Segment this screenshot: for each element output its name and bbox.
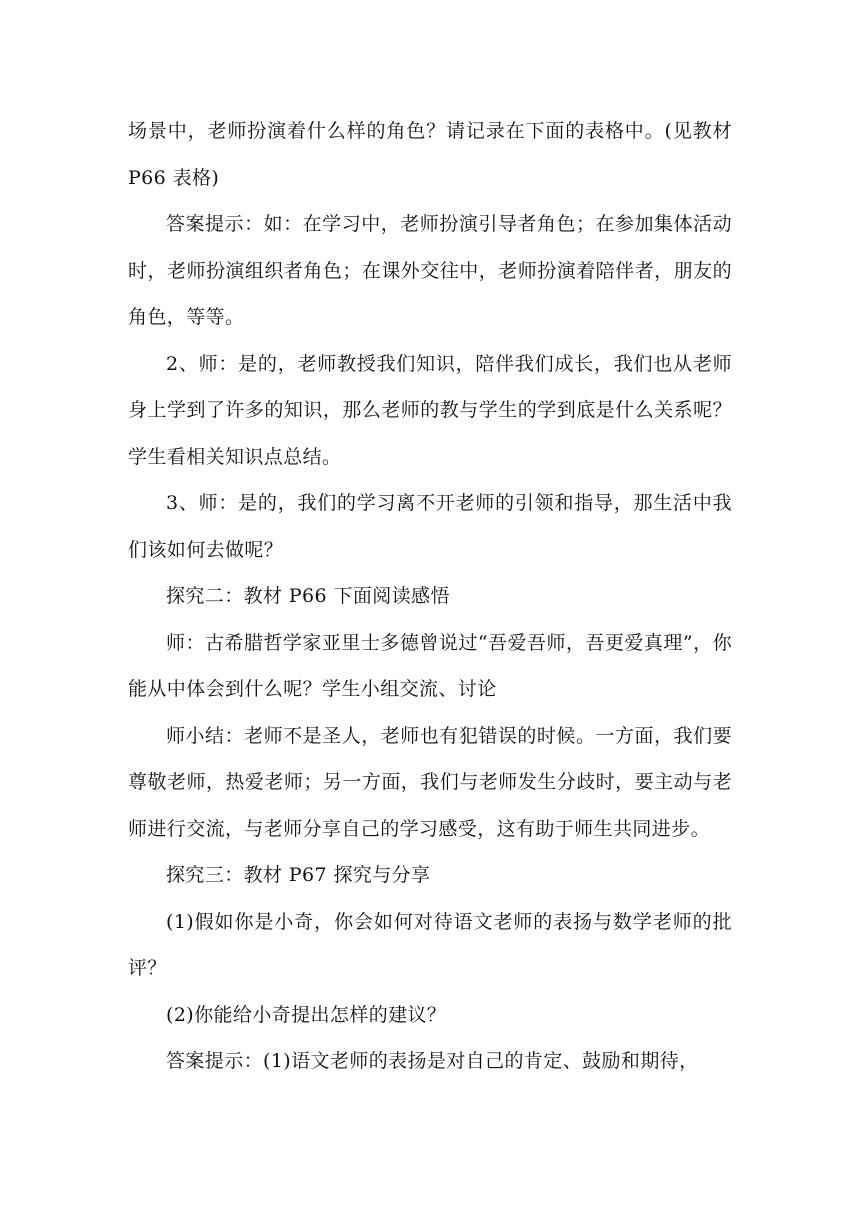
paragraph-question-2: (2)你能给小奇提出怎样的建议？ [166,1003,447,1026]
paragraph-aristotle-quote: 师：古希腊哲学家亚里士多德曾说过“吾爱吾师，吾更爱真理”，你能从中体会到什么呢？学生小组交流、讨论 [128,631,732,700]
paragraph-teacher-3: 3、师：是的，我们的学习离不开老师的引领和指导，那生活中我们该如何去做呢？ [128,492,732,561]
paragraph-answer-hint-roles: 答案提示：如：在学习中，老师扮演引导者角色；在参加集体活动时，老师扮演组织者角色；在课外交往中，老师扮演着陪伴者，朋友的角色，等等。 [128,213,732,328]
paragraph-answer-hint-praise: 答案提示：(1)语文老师的表扬是对自己的肯定、鼓励和期待， [166,1050,699,1072]
paragraph-teacher-2: 2、师：是的，老师教授我们知识，陪伴我们成长，我们也从老师身上学到了许多的知识，那么老师的教与学生的学到底是什么关系呢？学生看相关知识点总结。 [128,352,732,468]
paragraph-explore-two-heading: 探究二：教材 P66 下面阅读感悟 [166,585,450,607]
paragraph-role-question: 场景中，老师扮演着什么样的角色？请记录在下面的表格中。(见教材 P66 表格) [128,120,732,189]
document-body [128,108,732,1085]
paragraph-explore-three-heading: 探究三：教材 P67 探究与分享 [166,864,431,886]
paragraph-question-1: (1)假如你是小奇，你会如何对待语文老师的表扬与数学老师的批评？ [128,910,732,979]
paragraph-teacher-summary: 师小结：老师不是圣人，老师也有犯错误的时候。一方面，我们要尊敬老师，热爱老师；另一方面，我们与老师发生分歧时，要主动与老师进行交流，与老师分享自己的学习感受，这有助于师生共同进步。 [128,724,732,840]
